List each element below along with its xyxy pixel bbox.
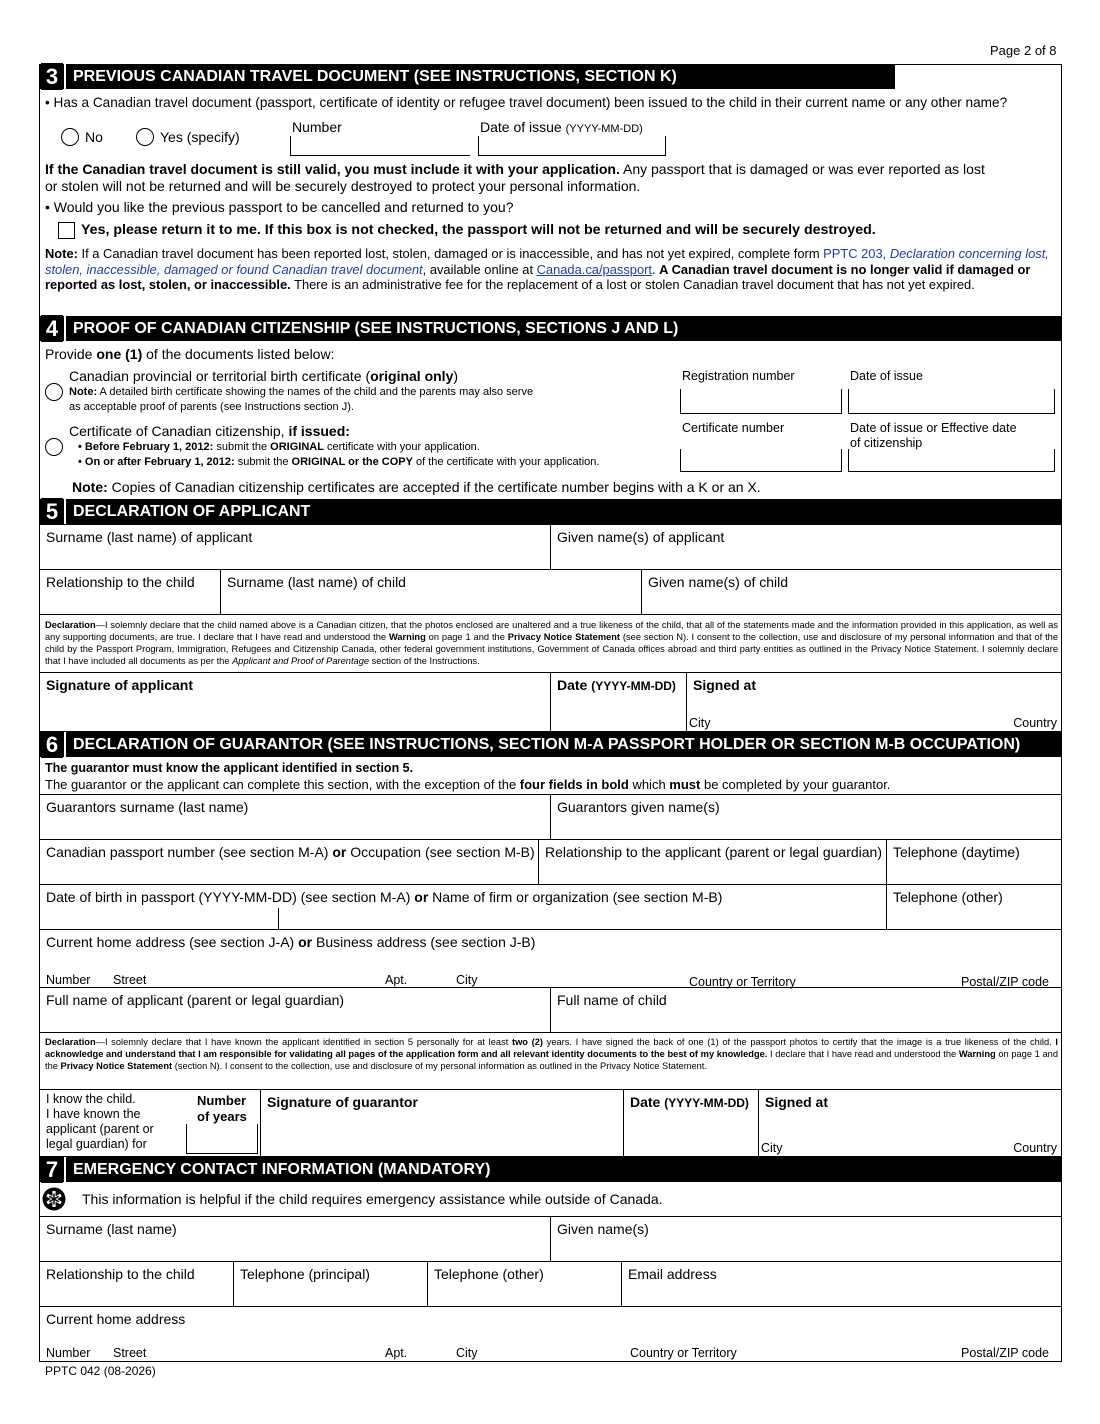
s3-cancel-question: • Would you like the previous passport to be cancelled and returned to you? [45, 199, 514, 215]
s6-full-child-field[interactable]: Full name of child [550, 987, 1062, 1033]
s4-cert-num-field[interactable] [680, 449, 842, 472]
section-6-number: 6 [41, 731, 63, 758]
s6-dob-divider [278, 908, 279, 930]
section-3-number: 3 [41, 63, 63, 90]
canada-passport-link[interactable]: Canada.ca/passport [536, 261, 652, 277]
section-7-number: 7 [41, 1156, 63, 1183]
s4-birth-label: Canadian provincial or territorial birth certificate (original only) [69, 368, 459, 384]
passport-form [39, 0, 1062, 1424]
s3-no-radio[interactable] [61, 128, 79, 146]
s7-tel-principal-field[interactable]: Telephone (principal) [233, 1261, 428, 1307]
s6-given-field[interactable]: Guarantors given name(s) [550, 794, 1062, 840]
section-6-header [39, 732, 1062, 757]
s3-return-label: Yes, please return it to me. If this box is not checked, the passport will not be returned and will be securely destroyed. [81, 222, 876, 238]
s3-date-label: Date of issue (YYYY-MM-DD) [480, 119, 643, 135]
s3-yes-radio[interactable] [136, 128, 154, 146]
s5-signature-field[interactable]: Signature of applicant [39, 672, 551, 732]
s7-given-field[interactable]: Given name(s) [550, 1216, 1062, 1262]
s4-provide: Provide one (1) of the documents listed below: [45, 346, 335, 362]
s3-no-label: No [85, 129, 103, 145]
section-4-header [39, 316, 1062, 341]
s3-return-checkbox[interactable] [58, 222, 75, 239]
s4-date-issue-label: Date of issue [850, 369, 923, 383]
s4-birth-note: Note: A detailed birth certificate showing the names of the child and the parents may also serve [69, 386, 534, 398]
s3-yes-label: Yes (specify) [160, 129, 240, 145]
s6-tel-day-field[interactable]: Telephone (daytime) [886, 839, 1062, 885]
s6-signed-at-field[interactable]: Signed at City Country [758, 1089, 1062, 1157]
s3-note: Note: If a Canadian travel document has been reported lost, stolen, damaged or is inaccessible, and has not yet expired, complete form PPTC 203, Declaration concerning lost, stolen, inaccessible, damaged or found Canadian travel document, available online at Canada.ca/passport. A Canadian travel document is no longer valid if damaged or reported as lost, stolen, or inaccessible. There is an administrative fee for the replacement of a lost or stolen Canadian travel document that has not yet expired. [45, 246, 1049, 292]
section-5-header [39, 499, 1062, 524]
section-7-title: EMERGENCY CONTACT INFORMATION (MANDATORY) [73, 1161, 491, 1178]
s3-number-field[interactable] [290, 136, 470, 156]
s5-signed-at-field[interactable]: Signed at City Country [686, 672, 1062, 732]
s6-must-know: The guarantor must know the applicant identified in section 5. [45, 761, 414, 775]
section-6-title: DECLARATION OF GUARANTOR (SEE INSTRUCTIONS, SECTION M-A PASSPORT HOLDER OR SECTION M-B OCCUPATION) [73, 736, 1021, 753]
medical-star-icon [42, 1187, 66, 1211]
section-5-number: 5 [41, 498, 63, 525]
s4-birth-note-2: as acceptable proof of parents (see Instructions section J). [69, 401, 354, 413]
section-7-header [39, 1157, 1062, 1182]
s4-reg-field[interactable] [680, 389, 842, 414]
page-number: Page 2 of 8 [990, 43, 1057, 58]
section-5-title: DECLARATION OF APPLICANT [73, 503, 311, 520]
s4-note: Note: Copies of Canadian citizenship certificates are accepted if the certificate number begins with a K or an X. [72, 479, 761, 495]
s6-surname-field[interactable]: Guarantors surname (last name) [39, 794, 551, 840]
s5-surname-child-field[interactable]: Surname (last name) of child [220, 569, 642, 615]
s5-surname-applicant-field[interactable]: Surname (last name) of applicant [39, 524, 551, 570]
s6-years-known-cell: I know the child. I have known the applicant (parent or legal guardian) for Number of years [39, 1089, 261, 1157]
s3-valid-line1: If the Canadian travel document is still valid, you must include it with your application. Any passport that is damaged or was ever reported as lost [45, 161, 985, 177]
s7-tel-other-field[interactable]: Telephone (other) [427, 1261, 622, 1307]
footer-code: PPTC 042 (08-2026) [45, 1364, 156, 1378]
s6-dob-firm-field[interactable]: Date of birth in passport (YYYY-MM-DD) (see section M-A) or Name of firm or organization (see section M-B) [39, 884, 887, 930]
s5-given-child-field[interactable]: Given name(s) of child [641, 569, 1062, 615]
s7-info: This information is helpful if the child requires emergency assistance while outside of Canada. [82, 1191, 663, 1207]
s4-birth-radio[interactable] [45, 383, 63, 401]
s6-relationship-field[interactable]: Relationship to the applicant (parent or legal guardian) [538, 839, 887, 885]
s7-email-field[interactable]: Email address [621, 1261, 1062, 1307]
s6-passport-occupation-field[interactable]: Canadian passport number (see section M-A) or Occupation (see section M-B) [39, 839, 539, 885]
s5-date-field[interactable]: Date (YYYY-MM-DD) [550, 672, 687, 732]
s6-full-applicant-field[interactable]: Full name of applicant (parent or legal guardian) [39, 987, 551, 1033]
section-3-title: PREVIOUS CANADIAN TRAVEL DOCUMENT (SEE INSTRUCTIONS, SECTION K) [73, 68, 677, 85]
s6-signature-field[interactable]: Signature of guarantor [260, 1089, 624, 1157]
section-3-header [39, 64, 895, 89]
section-4-number: 4 [41, 315, 63, 342]
s7-home-address-field[interactable]: Current home address Number Street Apt. City Country or Territory Postal/ZIP code [39, 1306, 1062, 1362]
s3-number-label: Number [292, 119, 342, 135]
s4-reg-label: Registration number [682, 369, 795, 383]
s4-cert-radio[interactable] [45, 438, 63, 456]
s6-complete: The guarantor or the applicant can complete this section, with the exception of the four fields in bold which must be completed by your guarantor. [45, 777, 891, 792]
s4-effective-field[interactable] [848, 449, 1055, 472]
s7-relationship-field[interactable]: Relationship to the child [39, 1261, 234, 1307]
section-4-title: PROOF OF CANADIAN CITIZENSHIP (SEE INSTRUCTIONS, SECTIONS J AND L) [73, 320, 679, 337]
s5-declaration: Declaration—I solemnly declare that the child named above is a Canadian citizen, that the photos enclosed are unaltered and a true likeness of the child, that all of the statements made and the information provided in this application, as well as any supporting documents, are true. I declare that I have read and understood the Warning on page 1 and the Privacy Notice Statement (see section N). I consent to the collection, use and disclosure of my personal information and that of the child by the Passport Program, Immigration, Refugees and Citizenship Canada, other federal government institutions, Government of Canada offices abroad and third party entities as outlined in the Privacy Notice Statement. I solemnly declare that I have included all documents as per the Applicant and Proof of Parentage section of the Instructions. [45, 620, 1058, 666]
s6-declaration: Declaration—I solemnly declare that I have known the applicant identified in section 5 personally for at least two (2) years. I have signed the back of one (1) of the passport photos to certify that the image is a true likeness of the child. I acknowledge and understand that I am responsible for validating all pages of the application form and all relevant identity documents to the best of my knowledge. I declare that I have read and understood the Warning on page 1 and the Privacy Notice Statement (section N). I consent to the collection, use and disclosure of my personal information as outlined in the Privacy Notice Statement. [45, 1037, 1059, 1071]
s4-cert-before: • Before February 1, 2012: submit the ORIGINAL certificate with your application. [78, 441, 480, 453]
s6-years-field[interactable] [186, 1124, 258, 1154]
s4-cert-num-label: Certificate number [682, 421, 785, 435]
s5-relationship-field[interactable]: Relationship to the child [39, 569, 221, 615]
s6-date-field[interactable]: Date (YYYY-MM-DD) [623, 1089, 759, 1157]
s3-valid-line2: or stolen will not be returned and will be securely destroyed to protect your personal information. [45, 178, 641, 194]
s4-effective-label: Date of issue or Effective date of citizenship [850, 421, 1017, 450]
s6-address-field[interactable]: Current home address (see section J-A) or Business address (see section J-B) Number Street Apt. City Country or Territory Postal/ZIP code [39, 929, 1062, 988]
s4-cert-label: Certificate of Canadian citizenship, if issued: [69, 423, 350, 439]
s3-date-field[interactable] [478, 136, 666, 156]
s5-given-applicant-field[interactable]: Given name(s) of applicant [550, 524, 1062, 570]
s6-tel-other-field[interactable]: Telephone (other) [886, 884, 1062, 930]
s7-surname-field[interactable]: Surname (last name) [39, 1216, 551, 1262]
s4-date-issue-field[interactable] [848, 389, 1055, 414]
s3-question: • Has a Canadian travel document (passport, certificate of identity or refugee travel document) been issued to the child in their current name or any other name? [45, 95, 1008, 110]
s4-cert-after: • On or after February 1, 2012: submit the ORIGINAL or the COPY of the certificate with your application. [78, 456, 600, 468]
